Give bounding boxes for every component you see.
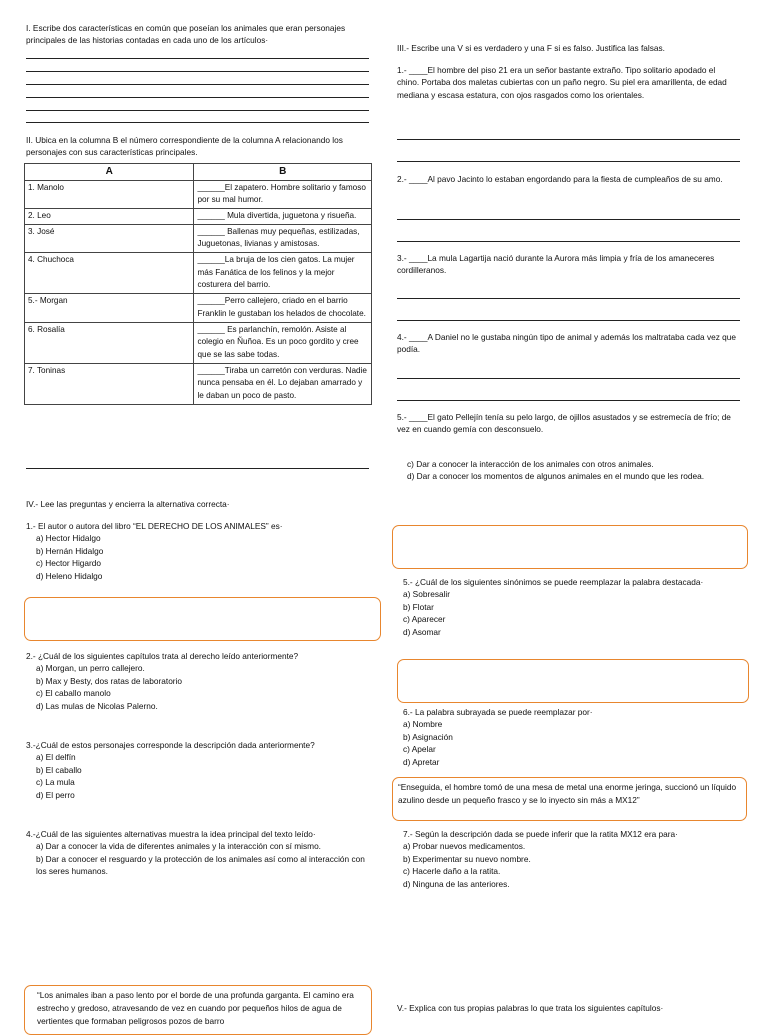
option[interactable]: d) Heleno Hidalgo <box>36 570 103 581</box>
option[interactable]: c) Hacerle daño a la ratita. <box>403 866 501 877</box>
question-5 <box>403 576 723 638</box>
column-b-cell[interactable]: ______ Es parlanchín, remolón. Asiste al colegio en Ñuñoa. Es un poco gordito y cree que se las sabe todas. <box>194 322 372 363</box>
option[interactable]: a) Nombre <box>403 719 443 730</box>
option[interactable]: a) Dar a conocer la vida de diferentes animales y la interacción con sí mismo. <box>36 841 321 852</box>
answer-line[interactable] <box>397 241 740 242</box>
option[interactable]: c) Aparecer <box>403 614 446 625</box>
column-a-cell: 3. José <box>25 224 194 252</box>
question-3 <box>26 739 371 801</box>
table-row <box>25 294 372 322</box>
column-a-cell: 4. Chuchoca <box>25 253 194 294</box>
section-4-title-wrap <box>26 498 371 510</box>
answer-line[interactable] <box>26 71 369 72</box>
column-a-cell: 6. Rosalía <box>25 322 194 363</box>
table-row <box>25 224 372 252</box>
section-2 <box>26 134 371 159</box>
option[interactable]: c) Dar a conocer la interacción de los animales con otros animales. <box>407 459 654 469</box>
tf-item <box>397 173 739 185</box>
matching-table-wrap <box>24 163 372 405</box>
question-text: 5.- ¿Cuál de los siguientes sinónimos se puede reemplazar la palabra destacada· <box>403 577 704 587</box>
matching-table <box>24 163 372 405</box>
answer-line[interactable] <box>397 161 740 162</box>
tf-item <box>397 331 739 356</box>
answer-box[interactable] <box>397 659 749 703</box>
option[interactable]: b) Asignación <box>403 731 453 742</box>
column-a-cell: 5.- Morgan <box>25 294 194 322</box>
tf-statement[interactable]: 4.- ____A Daniel no le gustaba ningún tipo de animal y además los maltrataba cada vez que podía. <box>397 332 737 355</box>
section-3-title-wrap <box>397 42 742 54</box>
column-b-cell[interactable]: ______Perro callejero, criado en el barrio Franklin le gustaban los helados de chocolate. <box>194 294 372 322</box>
question-text: 3.-¿Cuál de estos personajes corresponde la descripción dada anteriormente? <box>26 740 315 750</box>
question-4 <box>26 828 366 878</box>
table-row <box>25 180 372 208</box>
quote-text: “Los animales iban a paso lento por el borde de una profunda garganta. El camino era estrecho y gredoso, atravesando de vez en cuando por pequeños hilos de agua de vertientes que formaban peligrosos pozos de barro <box>37 990 354 1026</box>
answer-line[interactable] <box>397 139 740 140</box>
answer-line[interactable] <box>397 298 740 299</box>
column-a-cell: 7. Toninas <box>25 363 194 404</box>
option[interactable]: b) Flotar <box>403 601 434 612</box>
column-a-header: A <box>25 164 194 181</box>
tf-statement[interactable]: 1.- ____El hombre del piso 21 era un señor bastante extraño. Tipo solitario apodado el chino. Portaba dos maletas cubiertas con un paño negro. Su piel era amarillenta, de edad mediana y escasa estatura, con ojos rasgados como los orientales. <box>397 65 727 100</box>
table-row <box>25 363 372 404</box>
column-b-cell[interactable]: ______El zapatero. Hombre solitario y famoso por su mal humor. <box>194 180 372 208</box>
column-b-cell[interactable]: ______La bruja de los cien gatos. La mujer más Fanática de los felinos y la mejor costurera del barrio. <box>194 253 372 294</box>
option[interactable]: a) Hector Hidalgo <box>36 533 101 544</box>
section-5-title: V.- Explica con tus propias palabras lo que trata los siguientes capítulos· <box>397 1003 664 1013</box>
section-4-title: IV.- Lee las preguntas y encierra la alternativa correcta· <box>26 499 230 509</box>
answer-line[interactable] <box>397 400 740 401</box>
option[interactable]: b) Experimentar su nuevo nombre. <box>403 853 531 864</box>
tf-item <box>397 64 739 101</box>
answer-line[interactable] <box>397 320 740 321</box>
section-2-title: II. Ubica en la columna B el número correspondiente de la columna A relacionando los personajes con sus características principales. <box>26 135 343 158</box>
section-1-title: I. Escribe dos características en común que poseían los animales que eran personajes principales de las historias contadas en cada uno de los artículos· <box>26 23 346 46</box>
option[interactable]: b) Dar a conocer el resguardo y la protección de los animales así como al interacción con los seres humanos. <box>36 853 365 877</box>
option[interactable]: d) Apretar <box>403 756 440 767</box>
option[interactable]: b) Hernán Hidalgo <box>36 545 104 556</box>
question-text: 6.- La palabra subrayada se puede reemplazar por· <box>403 707 593 717</box>
table-row <box>25 253 372 294</box>
option[interactable]: c) El caballo manolo <box>36 688 111 699</box>
section-1 <box>26 22 371 47</box>
question-2 <box>26 650 371 712</box>
option[interactable]: c) La mula <box>36 777 75 788</box>
tf-item <box>397 252 739 277</box>
option[interactable]: a) El delfín <box>36 752 76 763</box>
question-text: 4.-¿Cuál de las siguientes alternativas muestra la idea principal del texto leído· <box>26 829 316 839</box>
option[interactable]: a) Probar nuevos medicamentos. <box>403 841 526 852</box>
question-text: 1.- El autor o autora del libro “EL DERECHO DE LOS ANIMALES” es· <box>26 521 283 531</box>
column-b-cell[interactable]: ______ Mula divertida, juguetona y risueña. <box>194 208 372 224</box>
answer-line[interactable] <box>397 219 740 220</box>
column-a-cell: 2. Leo <box>25 208 194 224</box>
answer-line[interactable] <box>26 110 369 111</box>
answer-line[interactable] <box>26 122 369 123</box>
question-1 <box>26 520 371 582</box>
tf-statement[interactable]: 5.- ____El gato Pellejín tenía su pelo largo, de ojillos asustados y se estremecía de frío; de vez en cuando gemía con desconsuelo. <box>397 412 731 435</box>
section-3-title: III.- Escribe una V si es verdadero y una F si es falso. Justifica las falsas. <box>397 43 665 53</box>
option[interactable]: a) Morgan, un perro callejero. <box>36 663 145 674</box>
section-5-title-wrap <box>397 1002 742 1014</box>
option[interactable]: d) Asomar <box>403 626 441 637</box>
option[interactable]: d) Dar a conocer los momentos de algunos animales en el mundo que les rodea. <box>407 471 705 482</box>
question-text: 2.- ¿Cuál de los siguientes capítulos trata al derecho leído anteriormente? <box>26 651 299 661</box>
answer-line[interactable] <box>26 97 369 98</box>
question-7 <box>403 828 743 890</box>
answer-box[interactable] <box>24 597 381 641</box>
quote-text: “Enseguida, el hombre tomó de una mesa de metal una enorme jeringa, succionó un líquido azulino desde un pequeño frasco y se lo inyecto sin más a MX12” <box>398 782 737 805</box>
tf-statement[interactable]: 2.- ____Al pavo Jacinto lo estaban engordando para la fiesta de cumpleaños de su amo. <box>397 174 723 184</box>
table-row <box>25 208 372 224</box>
table-row <box>25 322 372 363</box>
option[interactable]: d) El perro <box>36 789 75 800</box>
answer-box[interactable] <box>392 525 748 569</box>
question-4-continued <box>407 458 747 483</box>
quote-box <box>24 985 372 1035</box>
column-b-cell[interactable]: ______ Ballenas muy pequeñas, estilizadas, Juguetonas, livianas y amistosas. <box>194 224 372 252</box>
answer-line[interactable] <box>26 84 369 85</box>
option[interactable]: c) Apelar <box>403 744 436 755</box>
option[interactable]: a) Sobresalir <box>403 589 451 600</box>
question-text: 7.- Según la descripción dada se puede inferir que la ratita MX12 era para· <box>403 829 678 839</box>
option[interactable]: d) Las mulas de Nicolas Palerno. <box>36 700 158 711</box>
answer-line[interactable] <box>26 58 369 59</box>
quote-box <box>392 777 747 821</box>
option[interactable]: b) El caballo <box>36 764 82 775</box>
option[interactable]: d) Ninguna de las anteriores. <box>403 878 510 889</box>
option[interactable]: c) Hector Higardo <box>36 558 102 569</box>
option[interactable]: b) Max y Besty, dos ratas de laboratorio <box>36 675 183 686</box>
table-header-row <box>25 164 372 181</box>
answer-line[interactable] <box>397 378 740 379</box>
column-a-cell: 1. Manolo <box>25 180 194 208</box>
question-6 <box>403 706 723 768</box>
column-b-header: B <box>194 164 372 181</box>
tf-item <box>397 411 742 436</box>
column-b-cell[interactable]: ______Tiraba un carretón con verduras. Nadie nunca pensaba en él. Lo dejaban amarrado y le daban un poco de pasto. <box>194 363 372 404</box>
answer-line[interactable] <box>26 468 369 469</box>
tf-statement[interactable]: 3.- ____La mula Lagartija nació durante la Aurora más limpia y fría de los amaneceres cordilleranos. <box>397 253 715 276</box>
